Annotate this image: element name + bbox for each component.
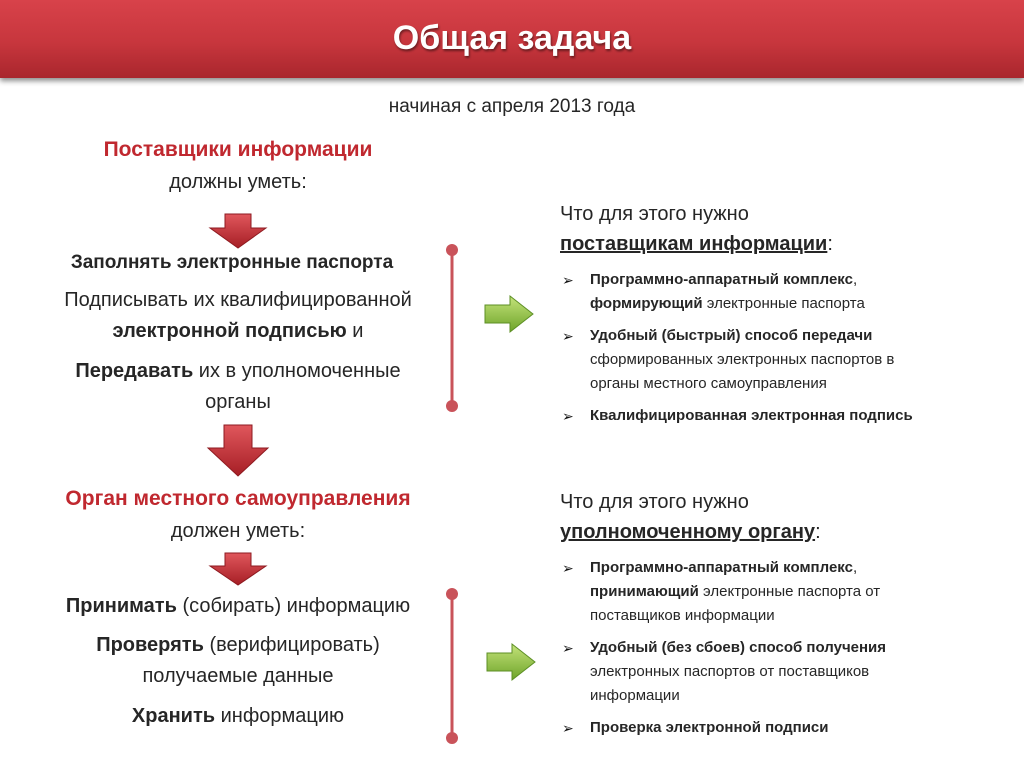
right-bottom-list <box>560 556 886 748</box>
action-verify-line1 <box>18 634 458 657</box>
right-bottom-target <box>560 521 821 544</box>
item-text: сформированных электронных паспортов в <box>590 351 895 368</box>
action-sign-line1: Подписывать их квалифицированной <box>64 289 412 311</box>
right-top-intro: Что для этого нужно <box>560 203 749 225</box>
red-down-arrow-icon <box>206 424 270 478</box>
action-store <box>18 705 458 728</box>
right-bottom-target-bold: уполномоченному органу <box>560 521 816 543</box>
transmit-bold: Передавать <box>75 360 194 382</box>
verify-bold: Проверять <box>96 634 204 656</box>
item-bold: Квалифицированная электронная подпись <box>590 407 913 424</box>
item-bold: Удобный (быстрый) способ передачи <box>590 327 873 344</box>
green-right-arrow-icon <box>483 294 535 334</box>
item-bold: формирующий <box>590 295 703 312</box>
right-bottom-colon: : <box>815 521 821 543</box>
item-bold: Проверка электронной подписи <box>590 719 829 736</box>
item-text: органы местного самоуправления <box>590 375 827 392</box>
arrowhead-bullet-icon: ➢ <box>562 560 574 576</box>
item-text: поставщиков информации <box>590 607 775 624</box>
authority-heading: Орган местного самоуправления <box>65 487 411 510</box>
item-text: электронных паспортов от поставщиков <box>590 663 870 680</box>
item-text: информации <box>590 687 680 704</box>
right-top-target <box>560 233 833 256</box>
item-bold: Удобный (без сбоев) способ получения <box>590 639 887 656</box>
red-down-arrow-icon <box>208 213 268 249</box>
item-text: , <box>852 271 858 288</box>
action-transmit-line1 <box>18 360 458 383</box>
verify-rest: (верифицировать) <box>203 634 380 656</box>
arrowhead-bullet-icon: ➢ <box>562 640 574 656</box>
action-sign-line2 <box>18 320 458 343</box>
bracket-bottom <box>443 586 461 746</box>
suppliers-subheading: должны уметь: <box>169 171 307 193</box>
suppliers-heading: Поставщики информации <box>103 138 373 161</box>
action-receive <box>18 595 458 618</box>
store-rest: информацию <box>215 705 345 727</box>
list-item <box>560 268 913 316</box>
sign-bold: электронной подписью <box>112 320 347 342</box>
transmit-rest: их в уполномоченные <box>193 360 401 382</box>
arrowhead-bullet-icon: ➢ <box>562 272 574 288</box>
list-item <box>560 716 886 740</box>
item-text: электронные паспорта от <box>698 583 881 600</box>
item-bold: принимающий <box>590 583 699 600</box>
action-transmit-line2: органы <box>205 391 271 413</box>
right-top-list <box>560 268 913 436</box>
receive-bold: Принимать <box>65 595 177 617</box>
item-bold: Программно-аппаратный комплекс <box>590 559 853 576</box>
sign-rest: и <box>346 320 364 342</box>
receive-rest: (собирать) информацию <box>176 595 411 617</box>
list-item <box>560 636 886 708</box>
slide-title: Общая задача <box>392 19 632 57</box>
red-down-arrow-icon <box>208 552 268 586</box>
green-right-arrow-icon <box>485 642 537 682</box>
item-text: электронные паспорта <box>702 295 865 312</box>
bracket-top <box>443 242 461 414</box>
item-bold: Программно-аппаратный комплекс <box>590 271 853 288</box>
subtitle: начиная с апреля 2013 года <box>388 96 636 117</box>
title-bar <box>0 0 1024 78</box>
arrowhead-bullet-icon: ➢ <box>562 408 574 424</box>
arrowhead-bullet-icon: ➢ <box>562 328 574 344</box>
list-item <box>560 404 913 428</box>
action-verify-line2: получаемые данные <box>142 665 334 687</box>
arrowhead-bullet-icon: ➢ <box>562 720 574 736</box>
action-fill-passports: Заполнять электронные паспорта <box>70 252 394 273</box>
list-item <box>560 324 913 396</box>
right-top-target-bold: поставщикам информации <box>560 233 828 255</box>
store-bold: Хранить <box>131 705 216 727</box>
right-top-colon: : <box>827 233 833 255</box>
right-bottom-intro: Что для этого нужно <box>560 491 749 513</box>
authority-subheading: должен уметь: <box>170 520 306 542</box>
item-text: , <box>852 559 858 576</box>
list-item <box>560 556 886 628</box>
